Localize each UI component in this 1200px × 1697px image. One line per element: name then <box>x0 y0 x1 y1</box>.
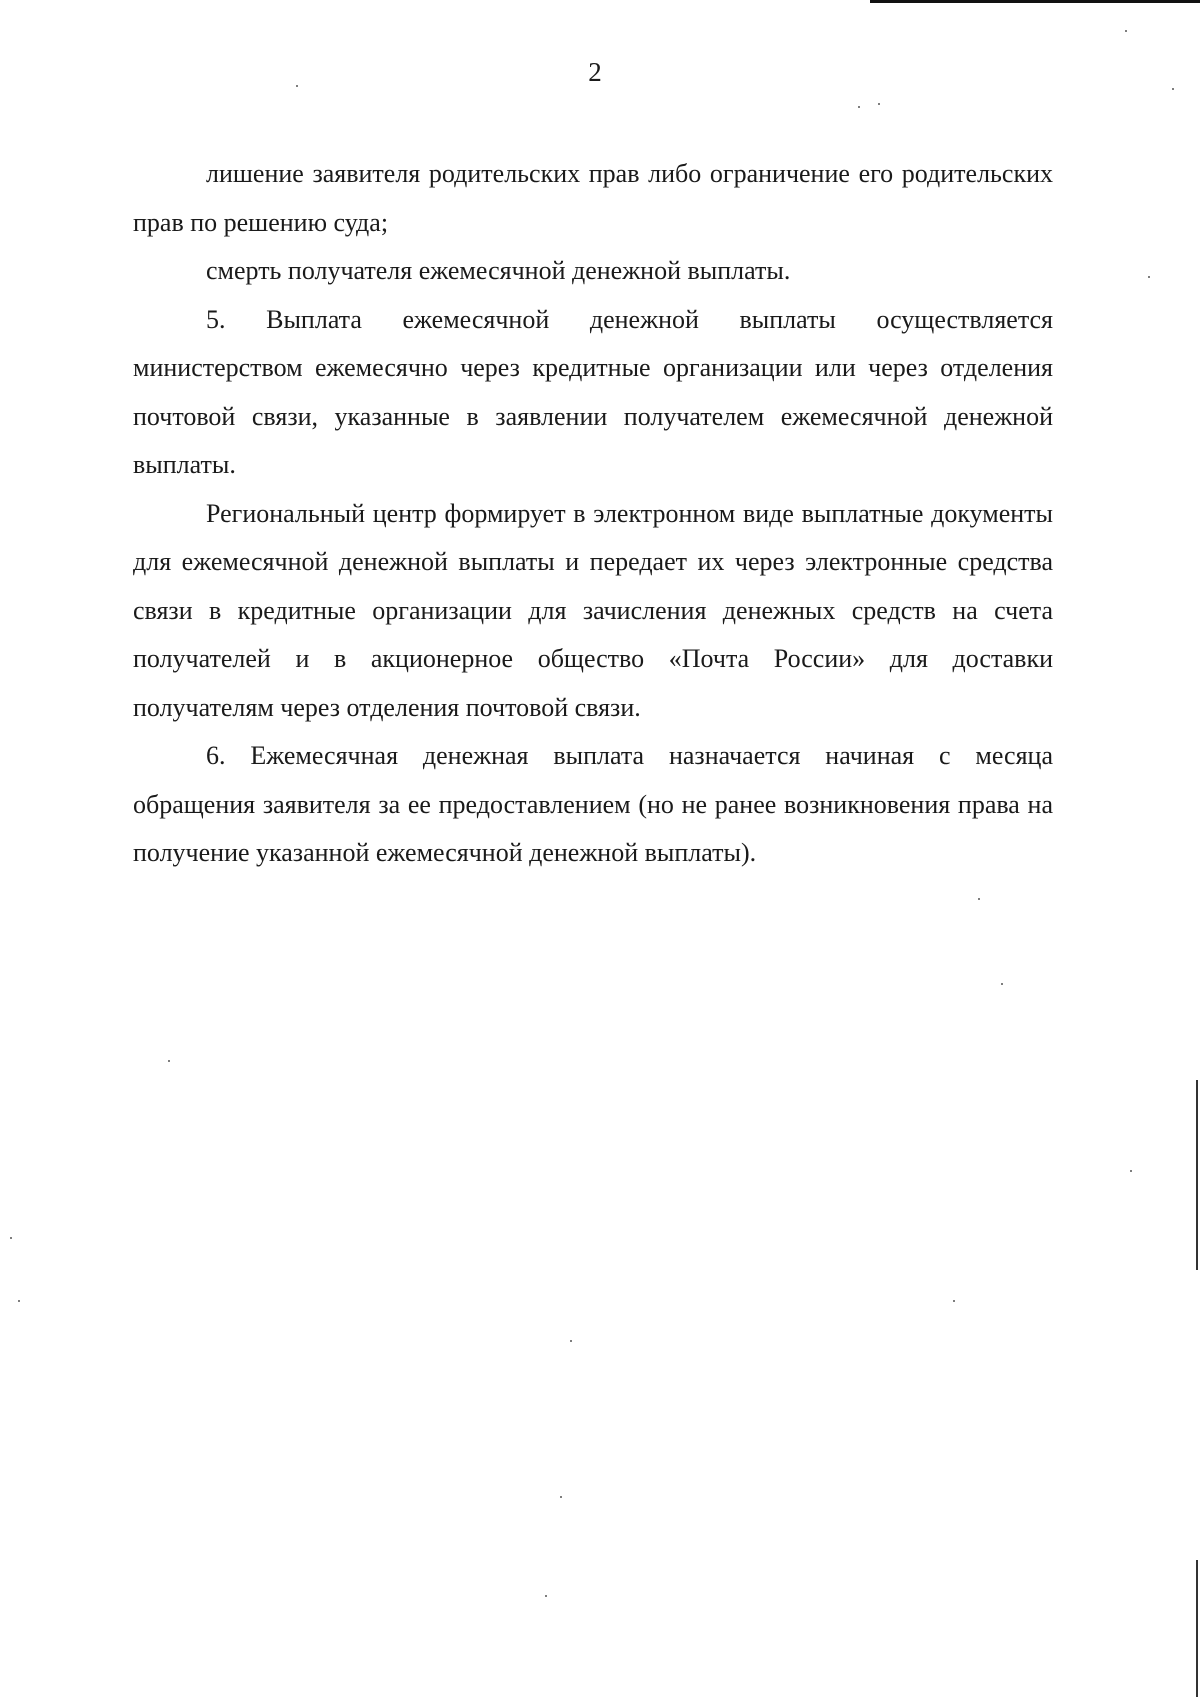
page-number: 2 <box>588 57 602 87</box>
paragraph-item-5-payment: 5. Выплата ежемесячной денежной выплаты осуществляется министерством ежемесячно через кредитные организации или через отделения почтовой связи, указанные в заявлении получателем ежемесячной денежной выплаты. <box>133 304 1053 479</box>
scan-edge-mark <box>1196 1080 1198 1150</box>
scan-speck <box>296 85 298 87</box>
document-body <box>133 150 1053 878</box>
scan-speck <box>168 1060 170 1062</box>
scan-speck <box>1172 88 1174 90</box>
scan-speck <box>978 898 980 900</box>
paragraph-deprivation-of-rights: лишение заявителя родительских прав либо ограничение его родительских прав по решению суда; <box>133 159 1053 237</box>
scan-speck <box>878 103 880 105</box>
scan-speck <box>18 1300 20 1302</box>
scan-speck <box>1125 30 1127 32</box>
paragraph-regional-center: Региональный центр формирует в электронном виде выплатные документы для ежемесячной денежной выплаты и передает их через электронные средства связи в кредитные организации для зачисления денежных средств на счета получателей и в акционерное общество «Почта России» для доставки получателям через отделения почтовой связи. <box>133 498 1053 722</box>
scan-speck <box>10 1237 12 1239</box>
scan-speck <box>560 1496 562 1498</box>
scan-top-rule <box>870 0 1200 3</box>
scan-speck <box>1130 1170 1132 1172</box>
paragraph-death-of-recipient: смерть получателя ежемесячной денежной выплаты. <box>206 256 791 285</box>
scan-speck <box>1001 983 1003 985</box>
scan-edge-mark <box>1196 1150 1198 1270</box>
scan-speck <box>953 1300 955 1302</box>
scan-speck <box>858 106 860 108</box>
paragraph-item-6-assignment: 6. Ежемесячная денежная выплата назначается начиная с месяца обращения заявителя за ее предоставлением (но не ранее возникновения права на получение указанной ежемесячной денежной выплаты). <box>133 741 1053 867</box>
scan-speck <box>1148 276 1150 278</box>
scan-speck <box>570 1340 572 1342</box>
scan-edge-mark <box>1196 1560 1198 1697</box>
scan-speck <box>545 1595 547 1597</box>
